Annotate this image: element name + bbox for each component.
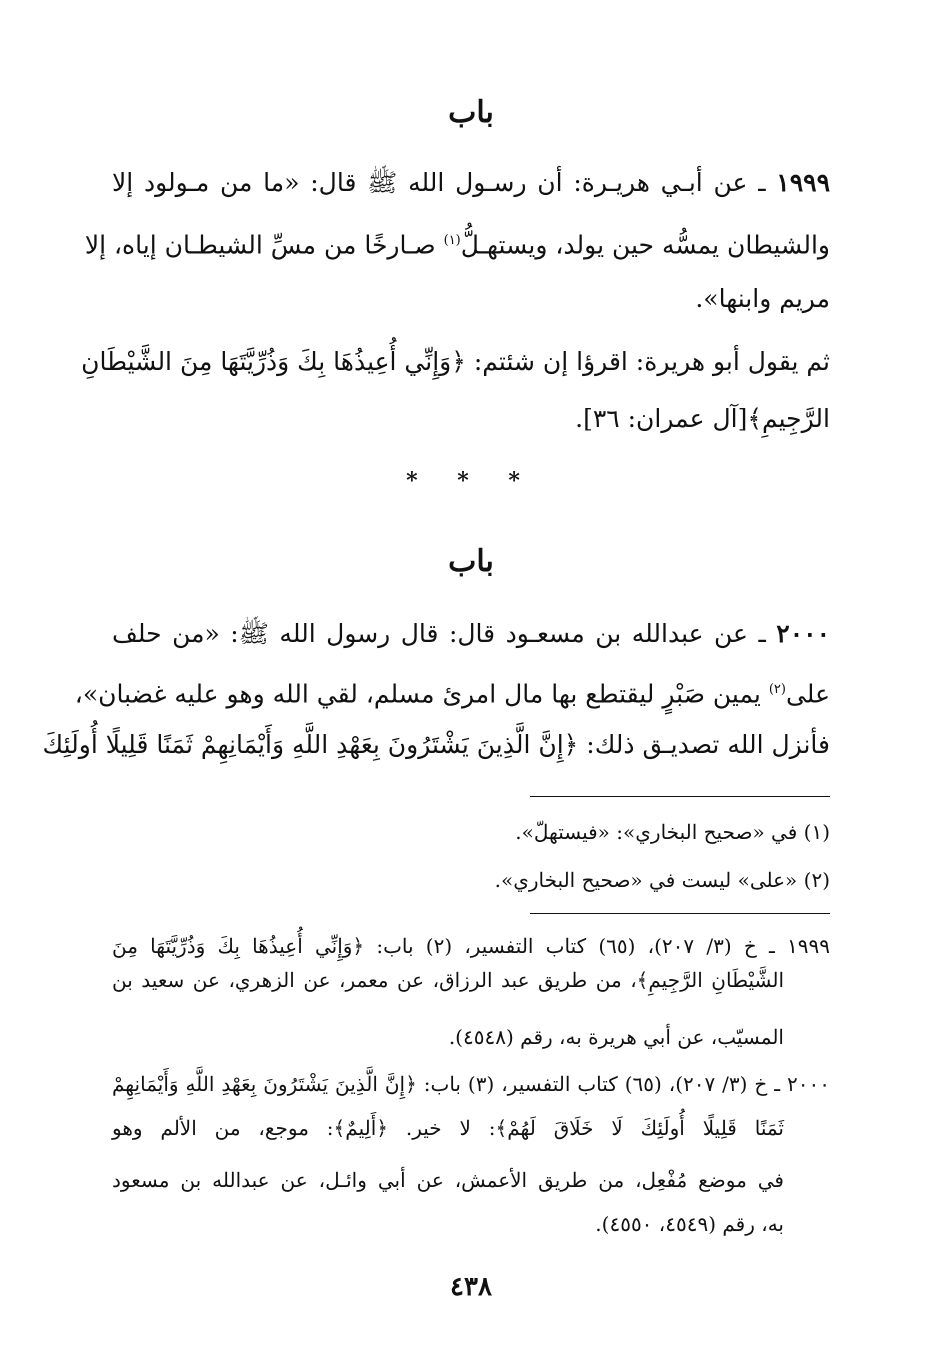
quran-verse-2: ﴿إِنَّ الَّذِينَ يَشْتَرُونَ بِعَهْدِ اللَّهِ وَأَيْمَانِهِمْ ثَمَنًا قَلِيلًا أُولَئِكَ [42, 730, 579, 759]
hadith-2000-text-3: فأنزل الله تصديـق ذلك: [578, 730, 830, 759]
section-separator: * * * [406, 468, 536, 494]
hadith-1999-line-2 [84, 221, 830, 265]
hadith-2000-line-3 [42, 725, 830, 765]
footnote-divider [530, 796, 830, 797]
hadith-2000-line-1 [112, 614, 830, 654]
hadith-number-2000: ٢٠٠٠ [776, 619, 830, 648]
source-2000-line-2: ثَمَنًا قَلِيلًا أُولَئِكَ لَا خَلَاقَ لَهُمْ﴾: لا خير. ﴿أَلِيمٌ﴾: موجع، من الألم وهو [112, 1116, 784, 1140]
hadith-2000-line-2 [74, 670, 830, 714]
hadith-1999-line-1 [112, 163, 830, 203]
page-number: ٤٣٨ [450, 1272, 492, 1302]
quran-ref-1: [آل عمران: ٣٦]. [575, 404, 748, 433]
hadith-1999-text-2a: والشيطان يمسُّه حين يولد، ويستهـلُّ [460, 230, 830, 260]
hadith-2000-text-2a: على [785, 679, 830, 709]
quran-verse-1b: الرَّجِيمِ﴾ [747, 404, 830, 433]
abu-hurayra-line-1 [81, 342, 830, 382]
hadith-number-1999: ١٩٩٩ [776, 168, 830, 197]
section-heading-1: باب [448, 95, 494, 130]
abu-hurayra-prefix: ثم يقول أبو هريرة: اقرؤا إن شئتم: [465, 347, 830, 376]
footnote-marker-1: (١) [443, 233, 461, 248]
footnote-1: (١) في «صحيح البخاري»: «فيستهلّ». [515, 820, 830, 844]
source-2000-line-1: ٢٠٠٠ ـ خ (٣/ ٢٠٧)، (٦٥) كتاب التفسير، (٣) باب: ﴿إِنَّ الَّذِينَ يَشْتَرُونَ بِعَهْدِ اللَّهِ وَأَيْمَانِهِمْ [112, 1072, 831, 1096]
abu-hurayra-line-2 [112, 399, 830, 439]
hadith-1999-line-3: مريم وابنها». [695, 284, 830, 313]
source-1999-line-2: الشَّيْطَانِ الرَّجِيمِ﴾، من طريق عبد الرزاق، عن معمر، عن الزهري، عن سعيد بن [112, 968, 784, 992]
footnote-marker-2: (٢) [768, 682, 786, 697]
source-2000-line-3: في موضع مُفْعِل، من طريق الأعمش، عن أبي وائـل، عن عبدالله بن مسعود [112, 1168, 784, 1192]
hadith-1999-text-2b: صـارخًا من مسِّ الشيطـان إياه، إلا [84, 230, 444, 260]
source-1999-line-3: المسيّب، عن أبي هريرة به، رقم (٤٥٤٨). [448, 1025, 784, 1049]
hadith-2000-text-1: ـ عن عبدالله بن مسعـود قال: قال رسول الله ﷺ: «من حلف [112, 619, 777, 648]
hadith-2000-text-2b: يمين صَبْرٍ ليقتطع بها مال امرئ مسلم، لقي الله وهو عليه غضبان»، [74, 679, 769, 709]
quran-verse-1a: ﴿وَإِنِّي أُعِيذُهَا بِكَ وَذُرِّيَّتَهَا مِنَ الشَّيْطَانِ [81, 347, 466, 376]
sources-divider [530, 913, 830, 914]
footnote-2: (٢) «على» ليست في «صحيح البخاري». [494, 868, 830, 892]
section-heading-2: باب [448, 544, 494, 579]
hadith-1999-text-1: ـ عن أبـي هريـرة: أن رسـول الله ﷺ قال: «ما من مـولود إلا [112, 168, 777, 197]
source-1999-line-1: ١٩٩٩ ـ خ (٣/ ٢٠٧)، (٦٥) كتاب التفسير، (٢) باب: ﴿وَإِنِّي أُعِيذُهَا بِكَ وَذُرِّيَّتَهَا مِنَ [112, 934, 830, 958]
source-2000-line-4: به، رقم (٤٥٤٩، ٤٥٥٠). [595, 1212, 784, 1236]
